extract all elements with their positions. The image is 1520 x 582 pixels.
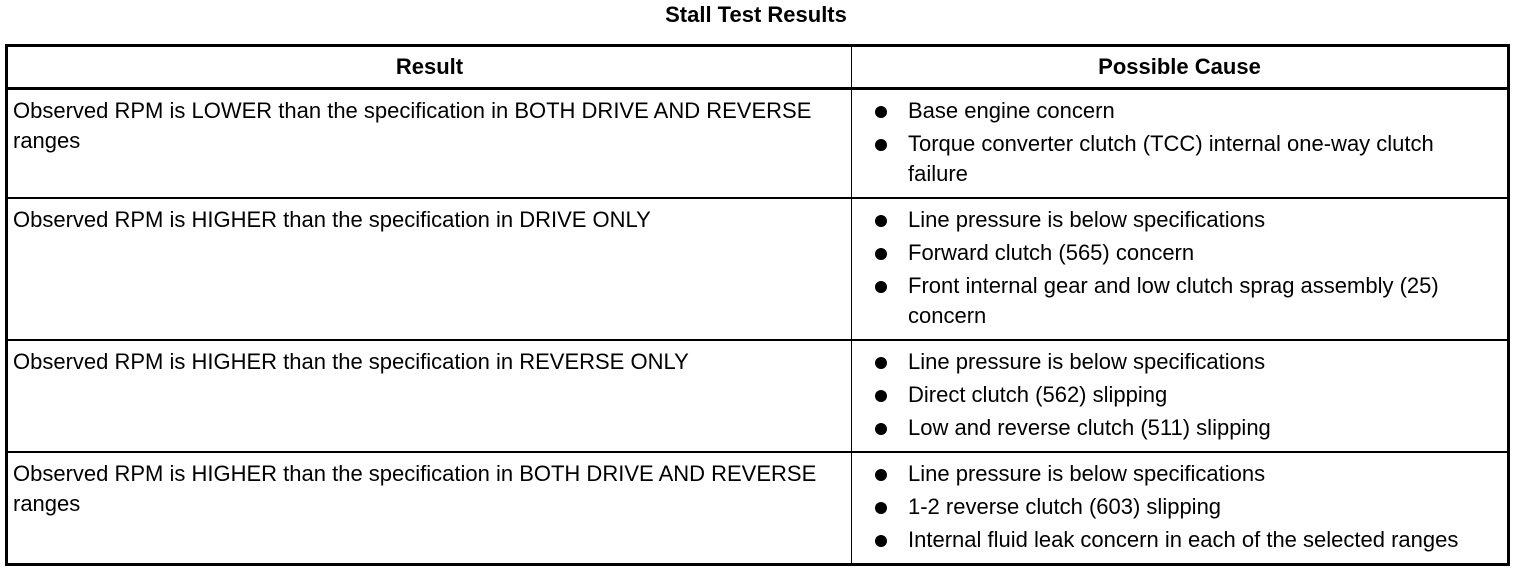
result-cell: Observed RPM is LOWER than the specification in BOTH DRIVE AND REVERSE ranges [7, 89, 852, 199]
list-item [872, 413, 1487, 443]
stall-test-table [5, 44, 1510, 566]
bullet-icon [875, 390, 887, 402]
cause-text: Torque converter clutch (TCC) internal one-way clutch failure [908, 131, 1434, 186]
table-row [7, 340, 1509, 452]
table-row [7, 198, 1509, 340]
list-item [872, 459, 1487, 489]
cause-list [872, 459, 1487, 555]
cause-text: Direct clutch (562) slipping [908, 382, 1168, 407]
cause-cell [852, 198, 1509, 340]
list-item [872, 271, 1487, 331]
result-cell: Observed RPM is HIGHER than the specification in DRIVE ONLY [7, 198, 852, 340]
bullet-icon [875, 106, 887, 118]
bullet-icon [875, 139, 887, 151]
list-item [872, 96, 1487, 126]
list-item [872, 492, 1487, 522]
bullet-icon [875, 357, 887, 369]
cause-list [872, 96, 1487, 189]
list-item [872, 238, 1487, 268]
cause-text: Line pressure is below specifications [908, 349, 1266, 374]
result-cell: Observed RPM is HIGHER than the specification in BOTH DRIVE AND REVERSE ranges [7, 452, 852, 565]
cause-cell [852, 89, 1509, 199]
list-item [872, 380, 1487, 410]
bullet-icon [875, 535, 887, 547]
header-result: Result [7, 46, 852, 89]
table-row [7, 452, 1509, 565]
bullet-icon [875, 215, 887, 227]
cause-list [872, 347, 1487, 443]
bullet-icon [875, 469, 887, 481]
bullet-icon [875, 423, 887, 435]
cause-list [872, 205, 1487, 331]
cause-text: Base engine concern [908, 98, 1115, 123]
list-item [872, 205, 1487, 235]
cause-text: Internal fluid leak concern in each of the selected ranges [908, 527, 1459, 552]
bullet-icon [875, 248, 887, 260]
bullet-icon [875, 502, 887, 514]
cause-cell [852, 452, 1509, 565]
list-item [872, 525, 1487, 555]
cause-text: Low and reverse clutch (511) slipping [908, 415, 1271, 440]
header-row [7, 46, 1509, 89]
cause-text: Front internal gear and low clutch sprag assembly (25) concern [908, 273, 1439, 328]
table-row [7, 89, 1509, 199]
header-possible-cause: Possible Cause [852, 46, 1509, 89]
cause-cell [852, 340, 1509, 452]
table-title: Stall Test Results [665, 2, 847, 27]
cause-text: Forward clutch (565) concern [908, 240, 1195, 265]
list-item [872, 347, 1487, 377]
list-item [872, 129, 1487, 189]
cause-text: Line pressure is below specifications [908, 207, 1266, 232]
cause-text: 1-2 reverse clutch (603) slipping [908, 494, 1222, 519]
result-cell: Observed RPM is HIGHER than the specification in REVERSE ONLY [7, 340, 852, 452]
bullet-icon [875, 281, 887, 293]
cause-text: Line pressure is below specifications [908, 461, 1266, 486]
